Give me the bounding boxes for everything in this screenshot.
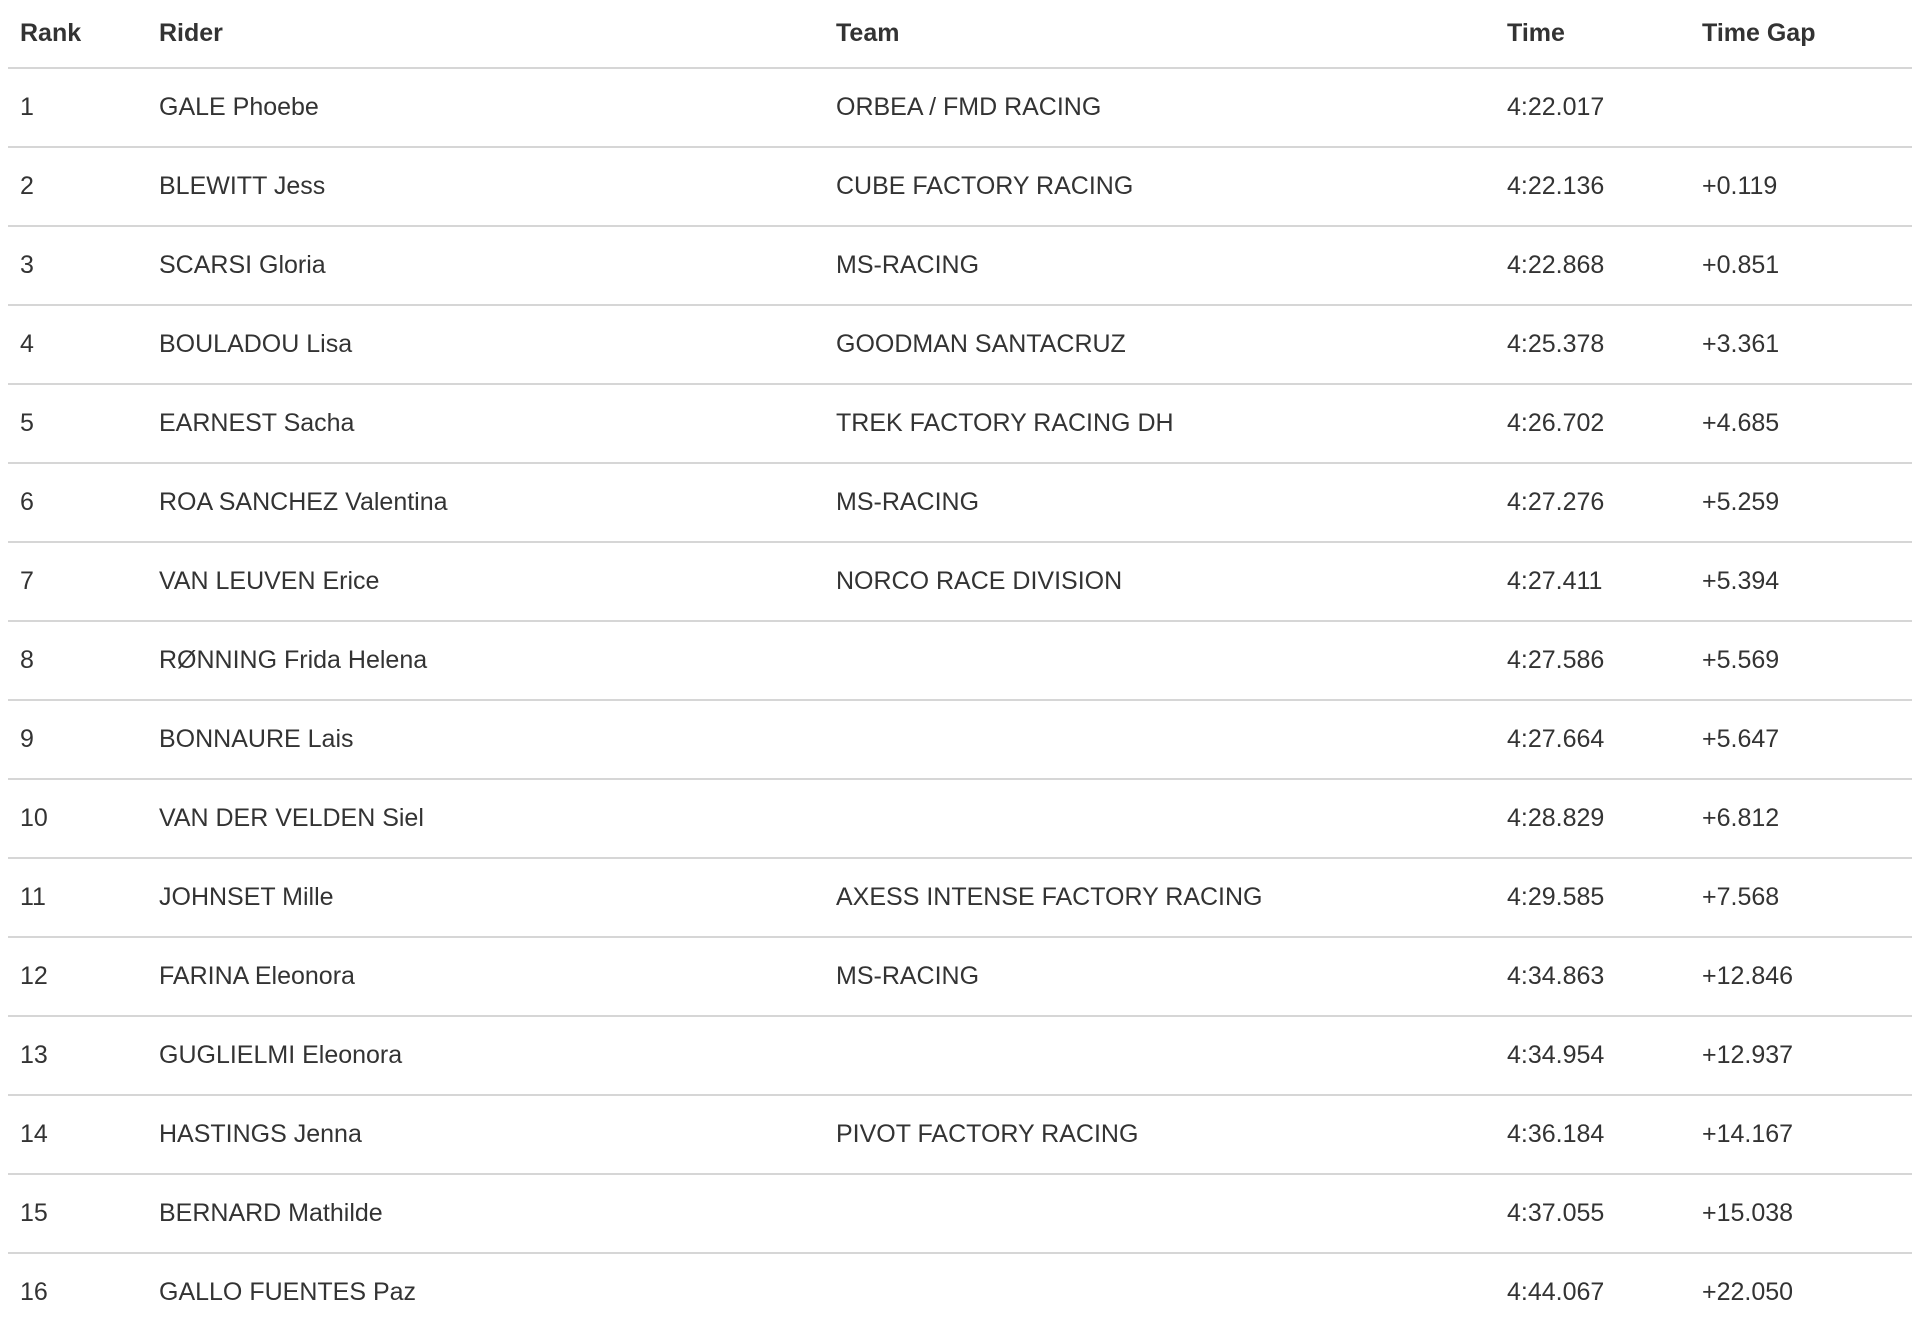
cell-time: 4:27.411 — [1495, 542, 1690, 621]
table-row — [8, 1016, 1912, 1095]
table-row — [8, 1095, 1912, 1174]
cell-rider: BONNAURE Lais — [147, 700, 824, 779]
cell-rider: ROA SANCHEZ Valentina — [147, 463, 824, 542]
cell-rank: 4 — [8, 305, 147, 384]
cell-rider: VAN LEUVEN Erice — [147, 542, 824, 621]
table-row — [8, 542, 1912, 621]
header-row — [8, 0, 1912, 68]
cell-team — [824, 700, 1495, 779]
table-row — [8, 384, 1912, 463]
header-rank[interactable]: Rank — [8, 0, 147, 68]
cell-rank: 14 — [8, 1095, 147, 1174]
cell-team — [824, 1253, 1495, 1331]
cell-rank: 11 — [8, 858, 147, 937]
cell-team: NORCO RACE DIVISION — [824, 542, 1495, 621]
table-row — [8, 226, 1912, 305]
cell-time: 4:27.664 — [1495, 700, 1690, 779]
cell-rank: 6 — [8, 463, 147, 542]
cell-time-gap: +5.569 — [1690, 621, 1912, 700]
cell-time-gap: +5.259 — [1690, 463, 1912, 542]
cell-rank: 3 — [8, 226, 147, 305]
cell-time: 4:22.136 — [1495, 147, 1690, 226]
cell-team: MS-RACING — [824, 226, 1495, 305]
cell-time: 4:44.067 — [1507, 1278, 1605, 1306]
cell-team: GOODMAN SANTACRUZ — [824, 305, 1495, 384]
results-table-body — [8, 68, 1912, 1331]
cell-team: CUBE FACTORY RACING — [824, 147, 1495, 226]
table-row — [8, 700, 1912, 779]
cell-time-gap — [1690, 68, 1912, 147]
cell-rank: 9 — [8, 700, 147, 779]
header-rider[interactable]: Rider — [147, 0, 824, 68]
cell-team: MS-RACING — [824, 463, 1495, 542]
table-row — [8, 937, 1912, 1016]
cell-time: 4:22.868 — [1495, 226, 1690, 305]
cell-team: PIVOT FACTORY RACING — [824, 1095, 1495, 1174]
cell-time: 4:27.586 — [1495, 621, 1690, 700]
cell-rider: GALLO FUENTES Paz — [159, 1278, 417, 1306]
cell-time-gap: +7.568 — [1690, 858, 1912, 937]
cell-rider: GALE Phoebe — [147, 68, 824, 147]
table-row — [8, 305, 1912, 384]
cell-time-gap: +0.851 — [1690, 226, 1912, 305]
cell-time: 4:34.863 — [1495, 937, 1690, 1016]
cell-rank: 5 — [8, 384, 147, 463]
cell-time: 4:34.954 — [1495, 1016, 1690, 1095]
cell-time-gap: +22.050 — [1702, 1278, 1794, 1306]
cell-team: ORBEA / FMD RACING — [824, 68, 1495, 147]
cell-time-gap: +15.038 — [1690, 1174, 1912, 1253]
cell-rider: BOULADOU Lisa — [147, 305, 824, 384]
results-table — [8, 0, 1912, 1331]
cell-time: 4:25.378 — [1495, 305, 1690, 384]
cell-team — [824, 621, 1495, 700]
cell-rider: GUGLIELMI Eleonora — [147, 1016, 824, 1095]
cell-rider: HASTINGS Jenna — [147, 1095, 824, 1174]
table-row — [8, 779, 1912, 858]
cell-rank: 12 — [8, 937, 147, 1016]
cell-time-gap: +12.937 — [1690, 1016, 1912, 1095]
header-time[interactable]: Time — [1495, 0, 1690, 68]
cell-rider: VAN DER VELDEN Siel — [147, 779, 824, 858]
cell-rider: BERNARD Mathilde — [147, 1174, 824, 1253]
cell-team: MS-RACING — [824, 937, 1495, 1016]
cell-rider: BLEWITT Jess — [147, 147, 824, 226]
cell-time: 4:29.585 — [1495, 858, 1690, 937]
cell-team — [824, 1016, 1495, 1095]
cell-rider: EARNEST Sacha — [147, 384, 824, 463]
table-row — [8, 621, 1912, 700]
cell-team: TREK FACTORY RACING DH — [824, 384, 1495, 463]
cell-time-gap: +0.119 — [1690, 147, 1912, 226]
cell-rider: RØNNING Frida Helena — [147, 621, 824, 700]
cell-rank: 1 — [8, 68, 147, 147]
header-time-gap[interactable]: Time Gap — [1690, 0, 1912, 68]
cell-rider: SCARSI Gloria — [147, 226, 824, 305]
cell-team — [824, 779, 1495, 858]
cell-time: 4:28.829 — [1495, 779, 1690, 858]
cell-rank: 15 — [8, 1174, 147, 1253]
cell-time: 4:36.184 — [1495, 1095, 1690, 1174]
cell-rank: 10 — [8, 779, 147, 858]
results-table-header — [8, 0, 1912, 68]
cell-rank: 8 — [8, 621, 147, 700]
cell-time: 4:22.017 — [1495, 68, 1690, 147]
cell-time-gap: +14.167 — [1690, 1095, 1912, 1174]
table-row — [8, 68, 1912, 147]
table-row — [8, 858, 1912, 937]
cell-rider: FARINA Eleonora — [147, 937, 824, 1016]
table-row — [8, 463, 1912, 542]
cell-time-gap: +12.846 — [1690, 937, 1912, 1016]
cell-time: 4:37.055 — [1495, 1174, 1690, 1253]
cell-time: 4:26.702 — [1495, 384, 1690, 463]
cell-rider: JOHNSET Mille — [147, 858, 824, 937]
header-team[interactable]: Team — [824, 0, 1495, 68]
cell-time-gap: +6.812 — [1690, 779, 1912, 858]
cell-time-gap: +4.685 — [1690, 384, 1912, 463]
table-row — [8, 1174, 1912, 1253]
cell-rank: 7 — [8, 542, 147, 621]
cell-time-gap: +5.394 — [1690, 542, 1912, 621]
cell-team — [824, 1174, 1495, 1253]
cell-rank: 16 — [20, 1278, 48, 1306]
cell-rank: 2 — [8, 147, 147, 226]
cell-time-gap: +3.361 — [1690, 305, 1912, 384]
table-row — [8, 1253, 1912, 1331]
cell-rank: 13 — [8, 1016, 147, 1095]
cell-time: 4:27.276 — [1495, 463, 1690, 542]
table-row — [8, 147, 1912, 226]
cell-time-gap: +5.647 — [1690, 700, 1912, 779]
cell-team: AXESS INTENSE FACTORY RACING — [824, 858, 1495, 937]
